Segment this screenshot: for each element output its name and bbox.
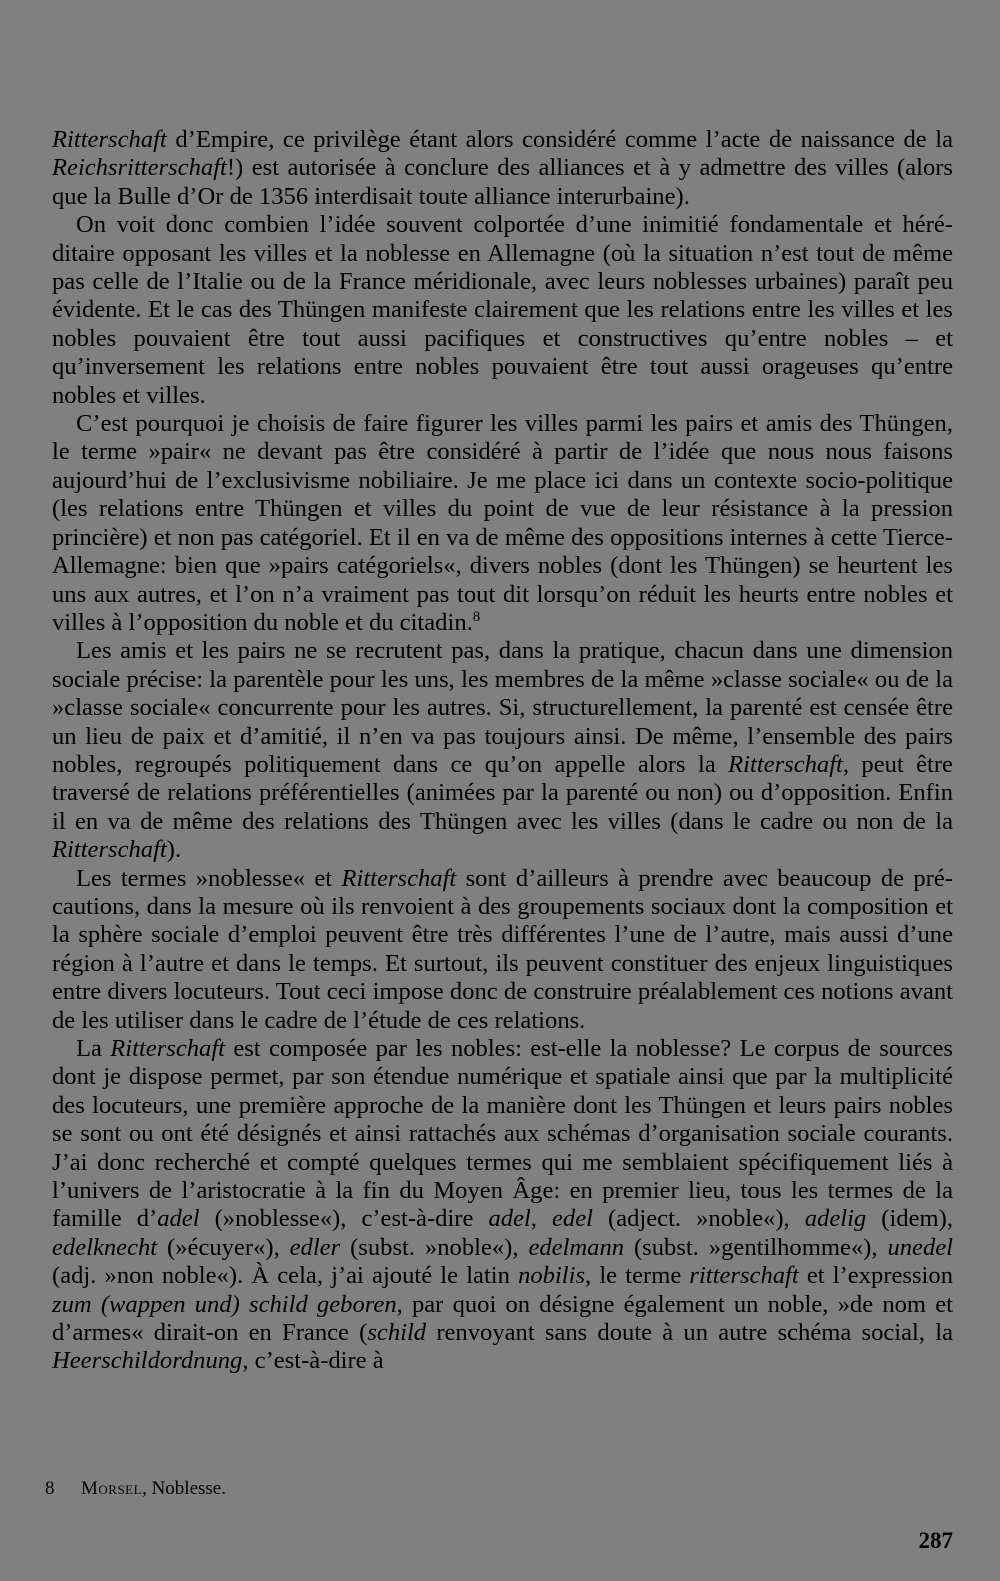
text-run: , le terme [585,1262,690,1290]
text-run: d’Empire, ce privilège étant alors considéré comme l’acte de naissance de la [166,126,953,153]
italic-term: Ritterschaft [110,1035,226,1062]
italic-term: zum (wappen und) schild geboren [52,1290,397,1318]
italic-term: edelmann [528,1233,625,1261]
italic-term: adel, edel [488,1205,593,1233]
text-run: ). [166,836,182,864]
page-number: 287 [918,1528,953,1553]
italic-term: edler [289,1233,341,1261]
italic-term: nobilis [518,1262,586,1290]
text-run: est composée par les nobles: est-elle la noblesse? Le corpus de sources dont je dispose permet, par son étendue numérique et spatiale ainsi que par la multiplicité des locuteurs, une première approche de la manière dont les Thüngen et leurs pairs nobles se sont ou ont été désignés et ainsi rattachés aux schémas d’organisation sociale courants. J’ai donc recherché et compté quelques termes qui me semblaient spécifiquement liés à l’univers de l’aristocratie à la fin du Moyen Âge: en premier lieu, tous les termes de la famille d’ [52,1035,953,1233]
text-run: (subst. »noble«), [340,1233,529,1261]
text-run: (»noblesse«), c’est-à-dire [199,1205,489,1233]
text-run: Les amis et les pairs ne se recrutent pas, dans la pratique, chacun dans une dimension sociale précise: la parentèle pour les uns, les membres de la même »classe sociale« ou de la »classe sociale« concurrente pour les autres. Si, structurellement, la parenté est censée être un lieu de paix et d’amitié, il n’en va pas toujours ainsi. De même, l’ensemble des pairs nobles, regroupés politiquement dans ce qu’on appelle alors la [52,637,953,778]
italic-term: Ritterschaft [341,864,457,892]
text-run: Les termes »noblesse« et [76,864,342,892]
footnote [45,1478,226,1500]
text-run: (adj. »non noble«). À cela, j’ai ajouté le latin [52,1262,519,1290]
text-run: (»écuyer«), [157,1233,290,1261]
footnote-text: , Noblesse. [142,1478,226,1499]
italic-term: ritterschaft [689,1262,799,1290]
text-run: (subst. »gentilhomme«), [624,1233,888,1261]
text-run: (adject. »noble«), [592,1205,805,1233]
text-run: (idem), [866,1205,953,1233]
italic-term: Ritterschaft [52,836,167,864]
paragraph [52,1035,953,1376]
italic-term: adel [157,1205,200,1233]
text-run: , par quoi on désigne également un noble, »de nom et d’armes« dirait-on en France ( [52,1290,953,1347]
italic-term: unedel [887,1233,954,1261]
italic-term: Reichsritterschaft [52,154,227,182]
text-run: , peut être traversé de relations préférentielles (animées par la parenté ou non) ou d’opposition. Enfin il en va de même des relations des Thüngen avec les villes (dans le cadre ou non de la [52,750,953,835]
paragraph [52,211,953,410]
italic-term: schild [367,1319,427,1347]
paragraph [52,637,953,864]
paragraph [52,410,953,637]
text-run: renvoyant sans doute à un autre schéma social, la [426,1319,953,1347]
paragraph [52,126,953,211]
text-run: , c’est-à-dire à [242,1347,384,1375]
text-run: !) est autorisée à conclure des alliances et à y admettre des villes (alors que la Bulle d’Or de 1356 interdisait toute alliance interurbaine). [52,154,953,210]
footnote-number: 8 [45,1478,55,1499]
italic-term: Ritterschaft [52,126,167,153]
italic-term: edelknecht [52,1233,158,1261]
text-run: La [76,1035,111,1062]
paragraph [52,865,953,1035]
text-run: On voit donc combien l’idée souvent colportée d’une inimitié fondamentale et héréditaire opposant les villes et la noblesse en Allemagne (où la situation n’est tout de même pas celle de l’Italie ou de la France méridionale, avec leurs noblesses urbaines) paraît peu évidente. Et le cas des Thüngen manifeste clairement que les relations entre les villes et les nobles pouvaient être tout aussi pacifiques et constructives qu’entre nobles – et qu’inversement les relations entre nobles pouvaient être tout aussi orageuses qu’entre nobles et villes. [52,211,953,409]
italic-term: Heerschildordnung [52,1347,243,1375]
text-run: et l’expression [798,1262,953,1290]
text-run: sont d’ailleurs à prendre avec beaucoup de précautions, dans la mesure où ils renvoient à des groupements sociaux dont la composition et la sphère sociale d’emploi peuvent être très différentes l’une de l’autre, mais aussi d’une région à l’autre et dans le temps. Et surtout, ils peuvent constituer des enjeux linguistiques entre divers locuteurs. Tout ceci impose donc de construire préalablement ces notions avant de les utiliser dans le cadre de l’étude de ces relations. [52,864,953,1034]
text-run: C’est pourquoi je choisis de faire figurer les villes parmi les pairs et amis des Thüngen, le terme »pair« ne devant pas être considéré à partir de l’idée que nous nous faisons aujourd’hui de l’exclusivisme nobiliaire. Je me place ici dans un contexte socio-politique (les relations entre Thüngen et villes du point de vue de leur résistance à la pression princière) et non pas catégoriel. Et il en va de même des oppositions internes à cette Tierce-Allemagne: bien que »pairs catégoriels«, divers nobles (dont les Thüngen) se heurtent les uns aux autres, et l’on n’a vraiment pas tout dit lorsqu’on réduit les heurts entre nobles et villes à l’opposition du noble et du citadin. [52,410,953,636]
italic-term: adelig [804,1205,867,1233]
italic-term: Ritterschaft [728,750,843,778]
body-text [52,126,953,1376]
footnote-reference: 8 [472,608,481,625]
footnote-author: Morsel [81,1478,143,1499]
